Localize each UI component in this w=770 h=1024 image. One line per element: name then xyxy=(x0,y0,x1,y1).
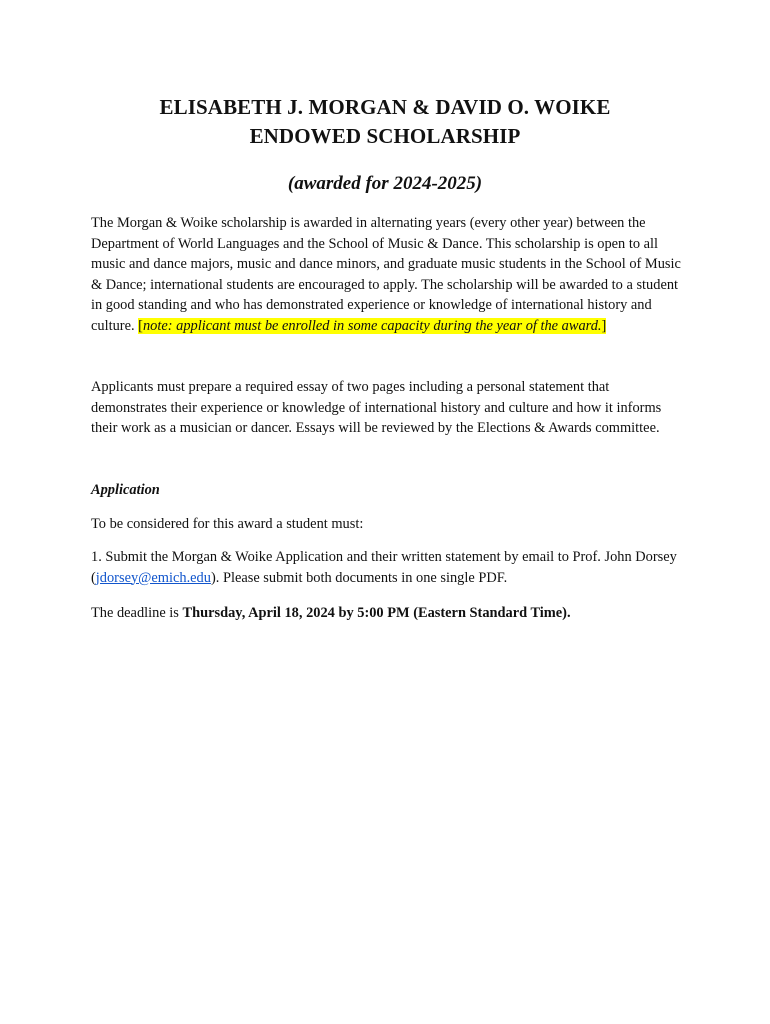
title-line-2: ENDOWED SCHOLARSHIP xyxy=(249,124,521,148)
application-heading: Application xyxy=(91,482,160,498)
enrollment-note: note: applicant must be enrolled in some capacity during the year of the award. xyxy=(142,317,602,334)
deadline-prefix: The deadline is xyxy=(91,605,183,621)
step-1-text-after: ). Please submit both documents in one single PDF. xyxy=(210,569,508,586)
deadline-date: Thursday, April 18, 2024 by 5:00 PM (Eastern Standard Time). xyxy=(182,605,571,621)
email-link[interactable]: jdorsey@emich.edu xyxy=(95,569,211,586)
description-paragraph xyxy=(91,213,681,337)
step-1-paragraph xyxy=(91,547,681,588)
instruction-text: To be considered for this award a student must: xyxy=(91,516,364,532)
step-1-text-before: 1. Submit the Morgan & Woike Application and their written statement by email to Prof. John Dorsey ( xyxy=(91,549,677,586)
page-title xyxy=(0,93,770,151)
award-year-subtitle: (awarded for 2024-2025) xyxy=(287,173,483,194)
deadline-paragraph xyxy=(91,603,681,624)
note-open-bracket: [ xyxy=(138,317,143,334)
essay-requirements-paragraph: Applicants must prepare a required essay of two pages including a personal statement that demonstrates their experience or knowledge of international history and culture and how it informs their work as a musician or dancer. Essays will be reviewed by the Elections & Awards committee. xyxy=(91,379,662,437)
description-text: The Morgan & Woike scholarship is awarded in alternating years (every other year) between the Department of World Languages and the School of Music & Dance. This scholarship is open to all music and dance majors, music and dance minors, and graduate music students in the School of Music & Dance; international students are encouraged to apply. The scholarship will be awarded to a student in good standing and who has demonstrated experience or knowledge of international history and culture. xyxy=(91,215,681,334)
note-close-bracket: ] xyxy=(601,317,607,334)
title-line-1: ELISABETH J. MORGAN & DAVID O. WOIKE xyxy=(159,95,611,119)
